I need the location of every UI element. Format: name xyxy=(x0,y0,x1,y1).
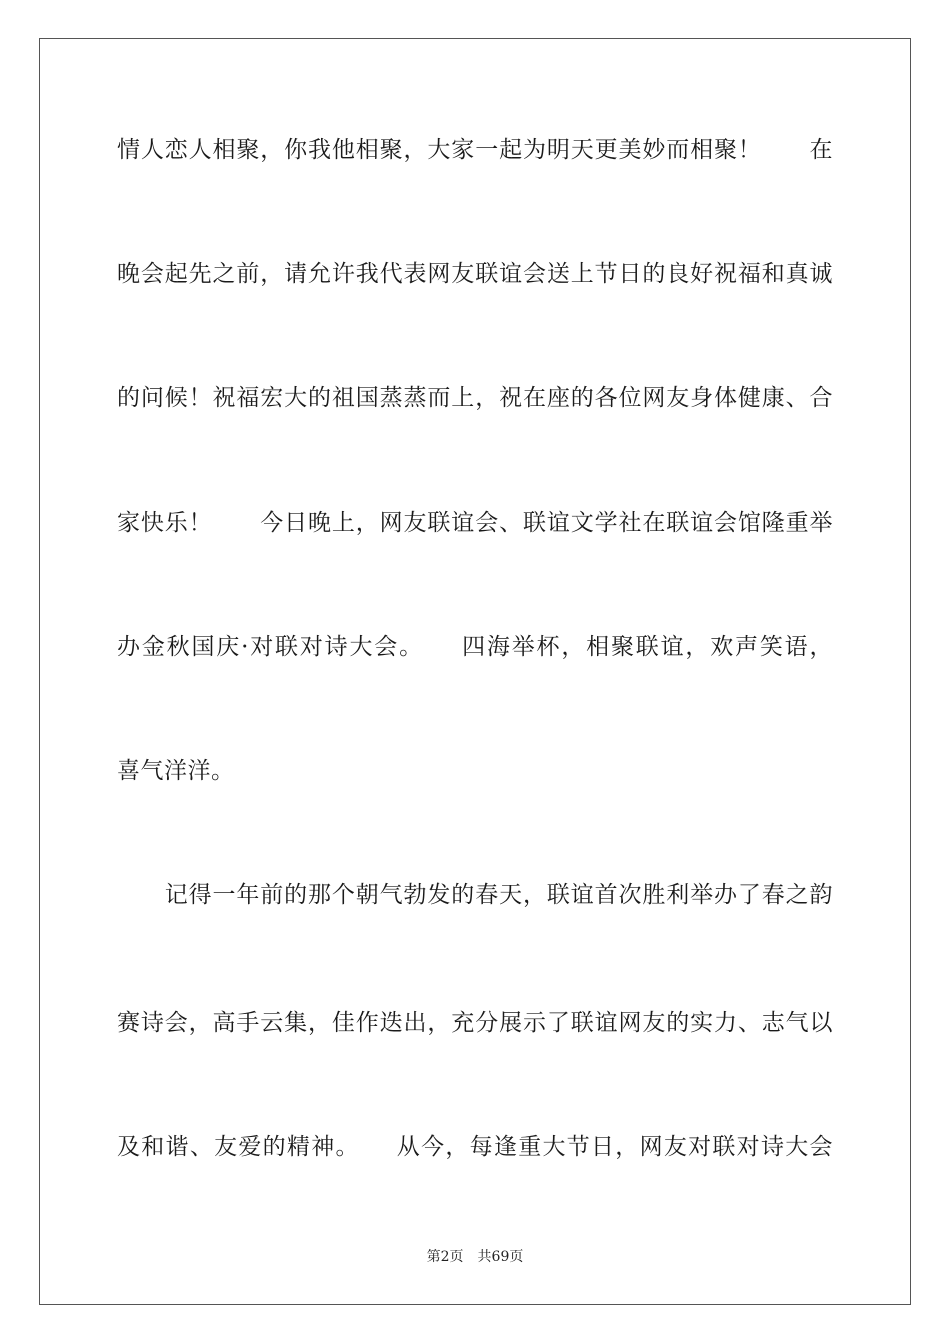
text-line: 家快乐！ 今日晚上，网友联谊会、联谊文学社在联谊会馆隆重举 xyxy=(117,510,833,536)
text-line: 情人恋人相聚，你我他相聚，大家一起为明天更美妙而相聚！ 在 xyxy=(117,137,833,163)
text-line: 办金秋国庆·对联对诗大会。 四海举杯，相聚联谊，欢声笑语， xyxy=(117,634,833,660)
text-line: 及和谐、友爱的精神。 从今，每逢重大节日，网友对联对诗大会 xyxy=(117,1134,833,1160)
text-line: 晚会起先之前，请允许我代表网友联谊会送上节日的良好祝福和真诚 xyxy=(117,261,833,287)
text-line: 喜气洋洋。 xyxy=(117,758,235,784)
page-number: 第2页 xyxy=(426,1249,464,1265)
text-line: 赛诗会，高手云集，佳作迭出，充分展示了联谊网友的实力、志气以 xyxy=(117,1010,833,1036)
page-footer xyxy=(0,1248,950,1266)
text-line: 记得一年前的那个朝气勃发的春天，联谊首次胜利举办了春之韵 xyxy=(117,882,833,908)
text-line: 的问候！祝福宏大的祖国蒸蒸而上，祝在座的各位网友身体健康、合 xyxy=(117,385,833,411)
page-total: 共69页 xyxy=(477,1249,524,1265)
page-border xyxy=(39,38,911,1305)
